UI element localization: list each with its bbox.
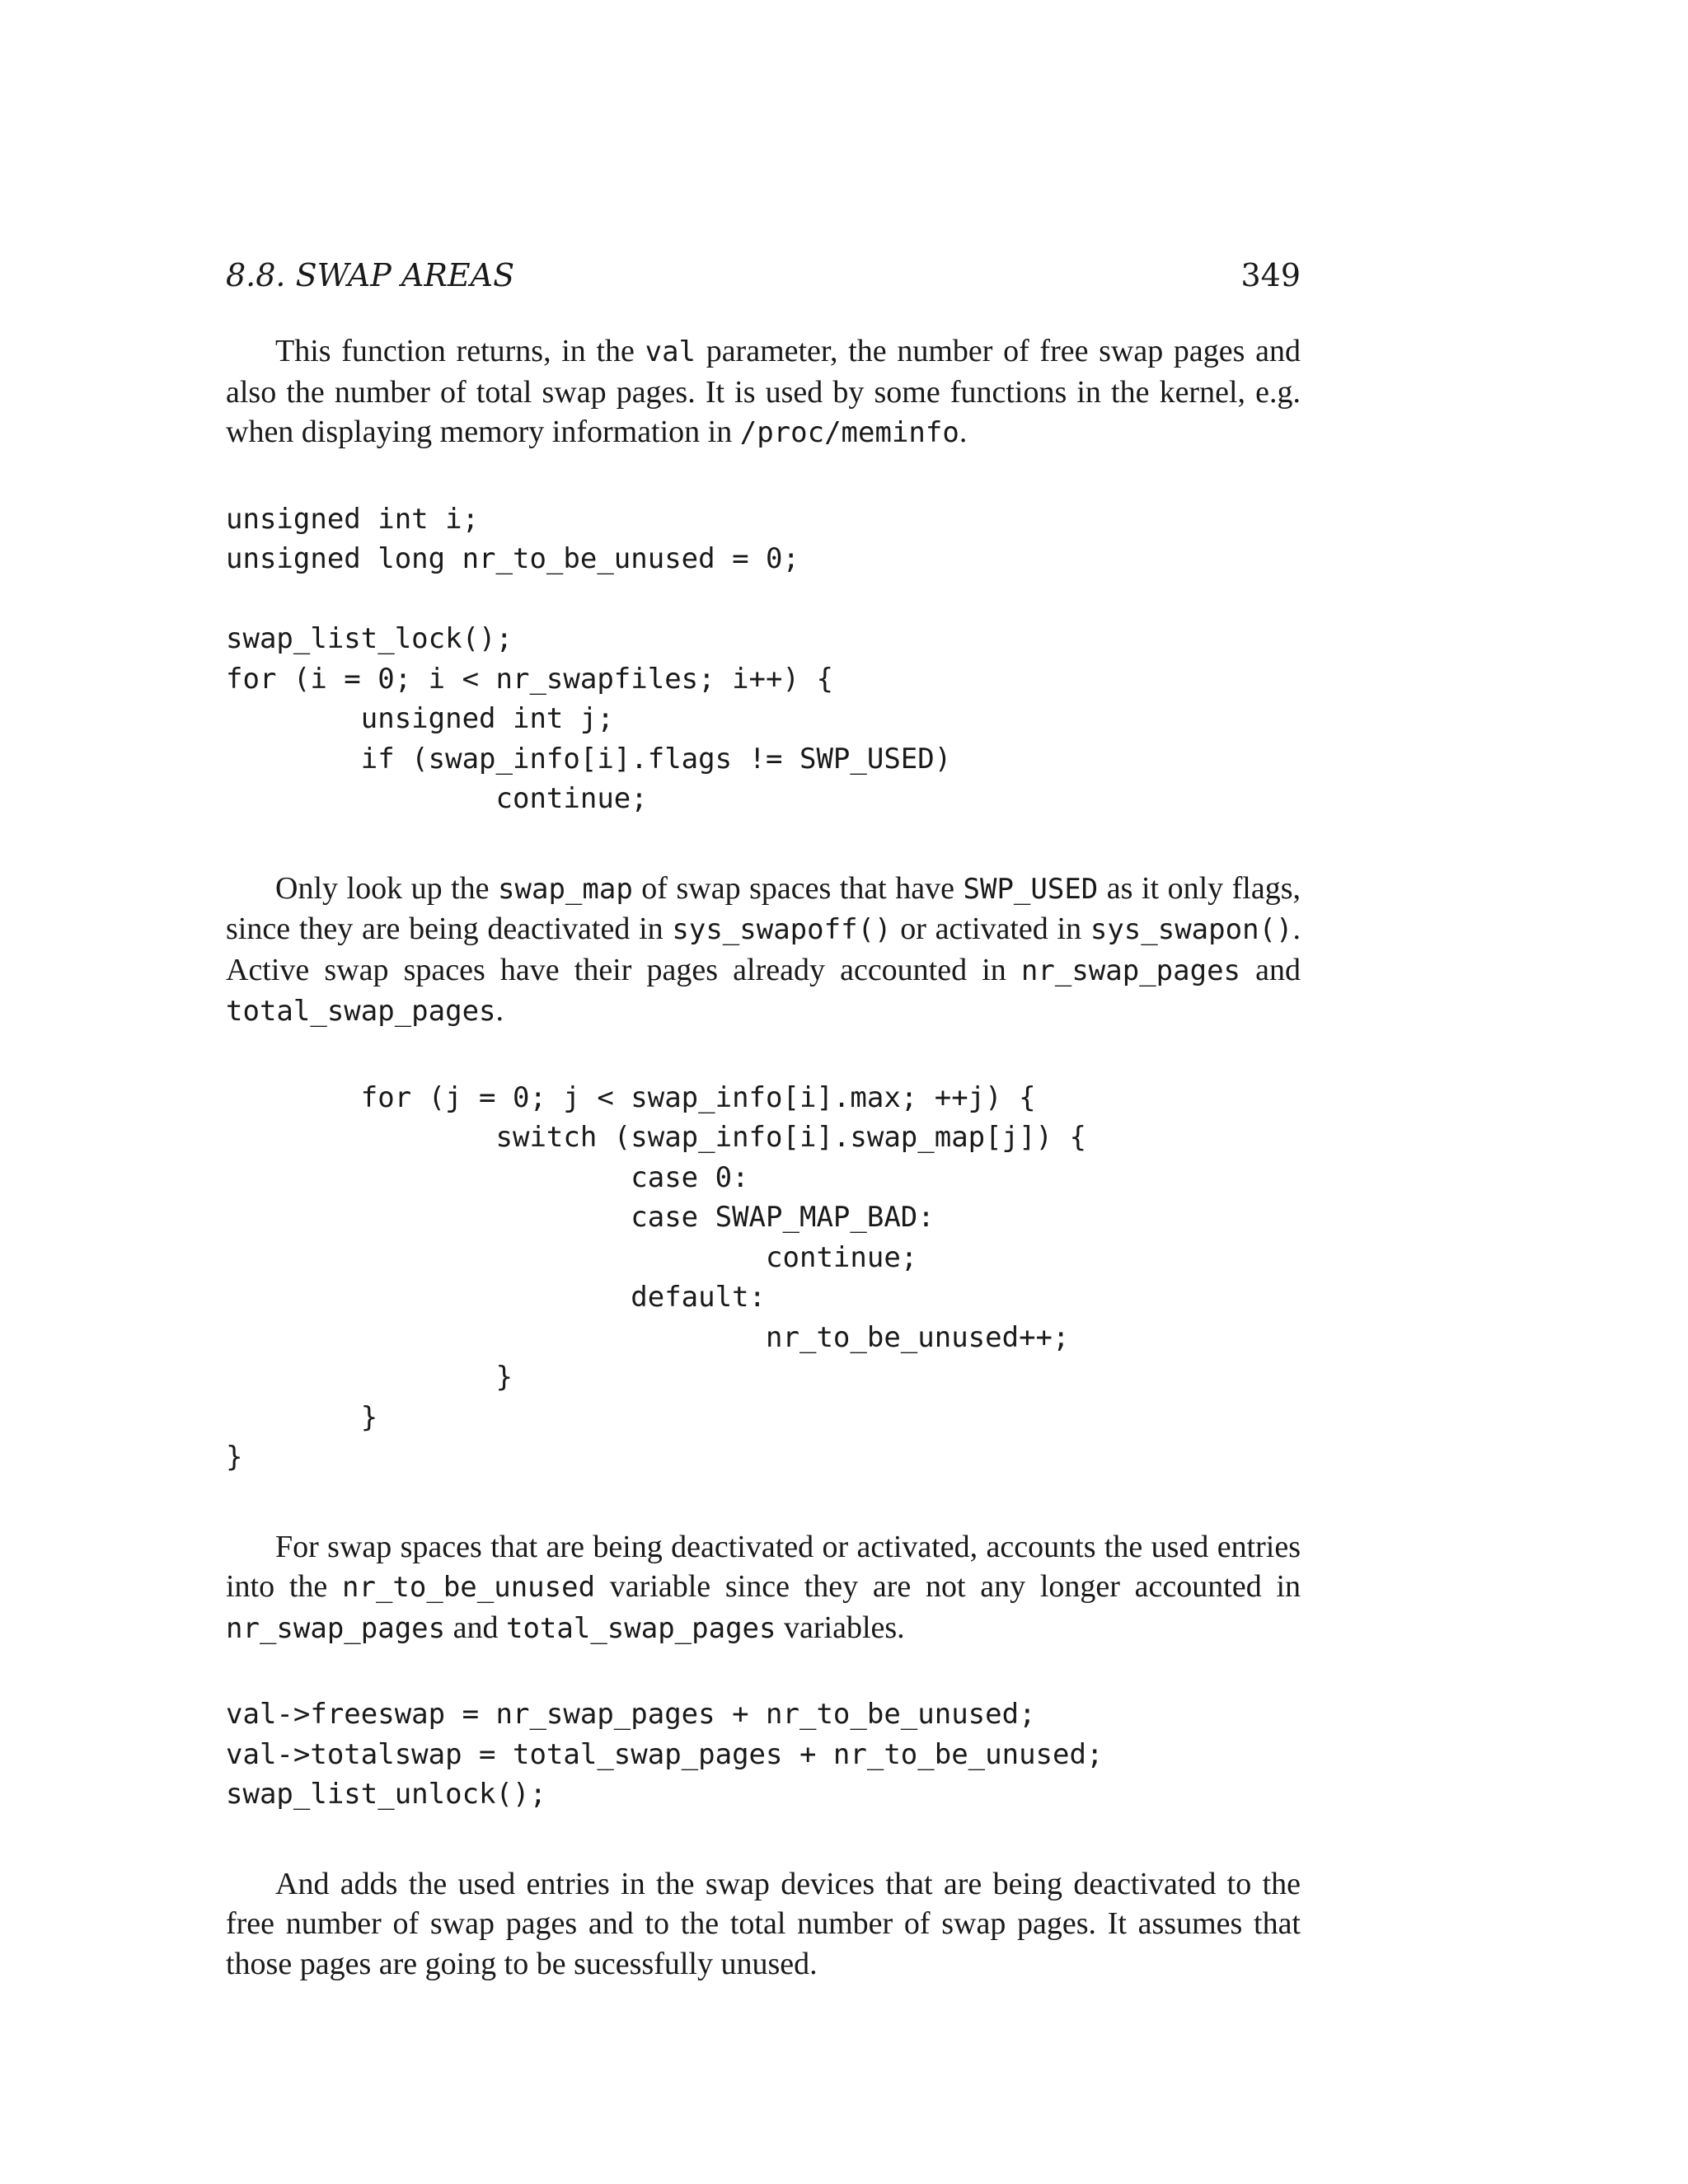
inline-code: total_swap_pages [505,1611,776,1645]
code-block-3: val->freeswap = nr_swap_pages + nr_to_be_unused; val->totalswap = total_swap_pages + nr_to_be_unused; swap_list_unlock(); [226,1698,1104,1811]
inline-code: SWP_USED [963,872,1099,906]
inline-code: sys_swapoff() [672,913,892,946]
text-span: For swap spaces that are being deactivated or activated, accounts the used entries into the [226,1529,1301,1604]
inline-code: val [645,335,696,368]
text-span: variable since they are not any longer accounted in [595,1569,1301,1604]
page [226,255,1301,1984]
text-span: parameter, the number of free swap pages and also the number of total swap pages. It is used by some functions in the kernel, e.g. when displaying memory information in [226,334,1301,449]
code-block-2: for (j = 0; j < swap_info[i].max; ++j) { switch (swap_info[i].swap_map[j]) { case 0: case SWAP_MAP_BAD: continue; default: nr_to_be_unused++; } } } [226,1080,1086,1474]
running-header [226,255,1301,295]
text-span: Only look up the [275,870,499,906]
code-block-1: unsigned int i; unsigned long nr_to_be_unused = 0; swap_list_lock(); for (i = 0; i < nr_swapfiles; i++) { unsigned int j; if (swap_info[i].flags != SWP_USED) continue; [226,502,952,815]
text-span: . [495,993,504,1028]
text-span: variables. [776,1610,905,1645]
text-span: This function returns, in the [275,334,645,368]
page-number: 349 [1240,257,1301,293]
inline-code: nr_swap_pages [1020,954,1241,987]
inline-code: total_swap_pages [226,995,496,1028]
paragraph-4: And adds the used entries in the swap devices that are being deactivated to the free number of swap pages and to the total number of swap pages. It assumes that those pages are going to be sucessfully unused. [226,1866,1301,1981]
paragraph-2 [226,869,1301,1032]
inline-code: sys_swapon() [1090,913,1293,946]
text-span: and [1240,952,1301,987]
inline-code: /proc/meminfo [739,416,959,449]
inline-code: swap_map [498,872,633,906]
inline-code: nr_to_be_unused [342,1571,596,1604]
text-span: or activated in [891,912,1090,946]
text-span: as it only flags, since they are being deactivated in [226,870,1301,946]
text-span: . Active swap spaces have their pages already accounted in [226,912,1301,987]
paragraph-1 [226,331,1301,453]
text-span: . [959,415,968,449]
paragraph-3 [226,1527,1301,1649]
text-span: and [445,1610,506,1645]
section-title: 8.8. SWAP AREAS [226,257,515,293]
text-span: of swap spaces that have [632,870,964,906]
inline-code: nr_swap_pages [226,1611,446,1645]
